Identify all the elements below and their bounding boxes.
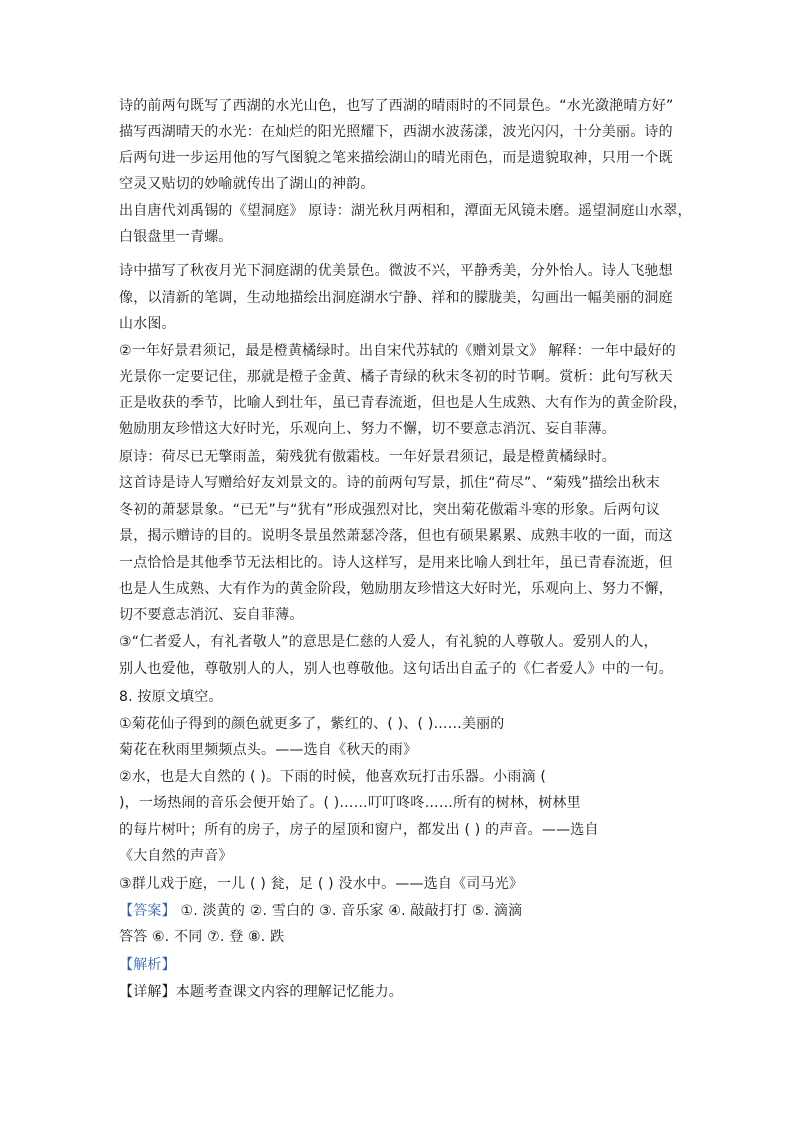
text-line: 出自唐代刘禹锡的《望洞庭》 原诗：湖光秋月两相和，潭面无风镜未磨。遥望洞庭山水翠， (119, 203, 692, 219)
fill-blank-line: ③群儿戏于庭，一儿 ( ) 瓮，足 ( ) 没水中。——选自《司马光》 (119, 876, 524, 892)
text-line: 光景你一定要记住，那就是橙子金黄、橘子青绿的秋末冬初的时节啊。赏析：此句写秋天 (119, 369, 673, 385)
answer-line-continued: 答答 ⑥. 不同 ⑦. 登 ⑧. 跌 (119, 929, 285, 945)
text-line: 冬初的萧瑟景象。“已无”与“犹有”形成强烈对比，突出菊花傲霜斗寒的形象。后两句议 (119, 502, 661, 518)
text-line: 也是人生成熟、大有作为的黄金阶段，勉励朋友珍惜这大好时光，乐观向上、努力不懈， (119, 581, 673, 597)
text-line: 诗的前两句既写了西湖的水光山色，也写了西湖的晴雨时的不同景色。“水光潋滟晴方好” (119, 98, 674, 114)
fill-blank-line: 菊花在秋雨里频频点头。——选自《秋天的雨》 (119, 742, 418, 758)
text-line: 空灵又贴切的妙喻就传出了湖山的神韵。 (119, 176, 375, 192)
text-line: 原诗：荷尽已无擎雨盖，菊残犹有傲霜枝。一年好景君须记，最是橙黄橘绿时。 (119, 449, 616, 465)
text-line: 这首诗是诗人写赠给好友刘景文的。诗的前两句写景，抓住“荷尽”、“菊残”描绘出秋末 (119, 475, 661, 491)
answer-line (119, 901, 679, 921)
answer-label: 【答案】 (119, 903, 176, 919)
text-line: 正是收获的季节，比喻人到壮年，虽已青春流逝，但也是人生成熟、大有作为的黄金阶段， (119, 395, 687, 411)
text-line: 一点恰恰是其他季节无法相比的。诗人这样写，是用来比喻人到壮年，虽已青春流逝，但 (119, 555, 673, 571)
text-line: ③“仁者爱人，有礼者敬人”的意思是仁慈的人爱人，有礼貌的人尊敬人。爱别人的人， (119, 634, 658, 650)
answer-text: ①. 淡黄的 ②. 雪白的 ③. 音乐家 ④. 敲敲打打 ⑤. 滴滴 (180, 903, 523, 919)
fill-blank-line: ①菊花仙子得到的颜色就更多了，紫红的、( )、( )……美丽的 (119, 716, 505, 732)
text-line: 描写西湖晴天的水光：在灿烂的阳光照耀下，西湖水波荡漾，波光闪闪，十分美丽。诗的 (119, 124, 673, 140)
text-line: 切不要意志消沉、妄自菲薄。 (119, 607, 304, 623)
text-line: 别人也爱他，尊敬别人的人，别人也尊敬他。这句话出自孟子的《仁者爱人》中的一句。 (119, 661, 673, 677)
analysis-label: 【解析】 (119, 957, 176, 973)
fill-blank-line: ②水，也是大自然的 ( )。下雨的时候，他喜欢玩打击乐器。小雨滴 ( (119, 769, 547, 785)
fill-blank-line: )，一场热闹的音乐会便开始了。( )……叮叮咚咚……所有的树林，树林里 (119, 795, 581, 811)
fill-blank-line: 《大自然的声音》 (119, 848, 233, 864)
detail-line: 【详解】本题考查课文内容的理解记忆能力。 (119, 984, 403, 1000)
text-line: 山水图。 (119, 316, 176, 332)
text-line: 像，以清新的笔调，生动地描绘出洞庭湖水宁静、祥和的朦胧美，勾画出一幅美丽的洞庭 (119, 290, 673, 306)
text-line: 景，揭示赠诗的目的。说明冬景虽然萧瑟冷落，但也有硕果累累、成熟丰收的一面，而这 (119, 528, 673, 544)
text-line: ②一年好景君须记，最是橙黄橘绿时。出自宋代苏轼的《赠刘景文》 解释：一年中最好的 (119, 343, 676, 359)
text-line: 后两句进一步运用他的写气图貌之笔来描绘湖山的晴光雨色，而是遗貌取神，只用一个既 (119, 150, 673, 166)
text-line: 勉励朋友珍惜这大好时光，乐观向上、努力不懈，切不要意志消沉、妄自菲薄。 (119, 421, 616, 437)
text-line: 白银盘里一青螺。 (119, 229, 233, 245)
text-line: 诗中描写了秋夜月光下洞庭湖的优美景色。微波不兴，平静秀美，分外怡人。诗人飞驰想 (119, 263, 673, 279)
fill-blank-line: 的每片树叶；所有的房子，房子的屋顶和窗户，都发出 ( ) 的声音。——选自 (119, 822, 599, 838)
question-heading: 8. 按原文填空。 (119, 689, 223, 705)
